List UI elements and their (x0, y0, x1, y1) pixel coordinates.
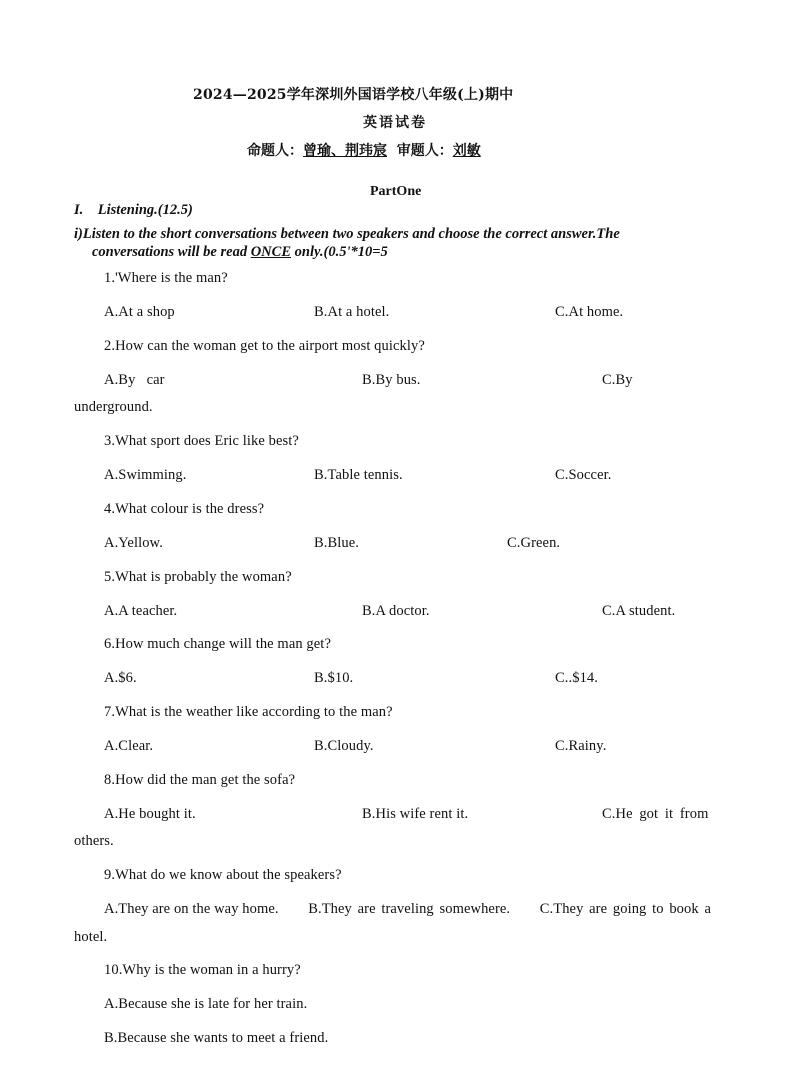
once-emphasis: ONCE (250, 244, 291, 260)
q6-option-a: A.$6. (104, 670, 137, 686)
instruction-line-1: i)Listen to the short conversations between two speakers and choose the correct answer.The (74, 226, 620, 242)
q7-option-b: B.Cloudy. (314, 738, 374, 754)
q8-option-c-wrap: others. (74, 833, 114, 849)
question-7: 7.What is the weather like according to the man? (104, 704, 393, 720)
q3-option-a: A.Swimming. (104, 467, 187, 483)
question-6: 6.How much change will the man get? (104, 636, 331, 652)
instruction-line-2: conversations will be read ONCE only.(0.5'*10=5 (92, 244, 388, 260)
question-4: 4.What colour is the dress? (104, 501, 265, 517)
section-heading (74, 202, 193, 219)
q6-option-c: C..$14. (555, 670, 598, 686)
reviewer-label: 审题人： (396, 143, 453, 159)
q9-options-line (104, 901, 711, 918)
q10-option-a: A.Because she is late for her train. (104, 996, 308, 1012)
q5-option-c: C.A student. (602, 603, 676, 619)
q6-option-b: B.$10. (314, 670, 354, 686)
authors-line (247, 140, 481, 160)
q3-option-c: C.Soccer. (555, 467, 612, 483)
question-1: 1.'Where is the man? (104, 270, 228, 286)
q8-option-a: A.He bought it. (104, 806, 196, 822)
q2-option-a: A.By car (104, 372, 165, 388)
q7-option-c: C.Rainy. (555, 738, 607, 754)
exam-subtitle: 英语试卷 (363, 115, 427, 131)
q1-option-a: A.At a shop (104, 304, 175, 320)
q9-option-a: A.They are on the way home. (104, 901, 279, 917)
q2-option-c: C.By (602, 372, 633, 388)
q7-option-a: A.Clear. (104, 738, 154, 754)
q8-option-c: C.He got it from (602, 806, 709, 822)
q1-option-c: C.At home. (555, 304, 624, 320)
q9-option-c-wrap: hotel. (74, 929, 108, 945)
reviewer: 刘敏 (452, 143, 481, 159)
section-number: I. (74, 202, 84, 218)
q10-option-b: B.Because she wants to meet a friend. (104, 1030, 329, 1046)
q4-option-b: B.Blue. (314, 535, 360, 551)
q9-option-b: B.They are traveling somewhere. (308, 901, 511, 917)
q4-option-a: A.Yellow. (104, 535, 163, 551)
q1-option-b: B.At a hotel. (314, 304, 390, 320)
q5-option-a: A.A teacher. (104, 603, 178, 619)
setters: 曾瑜、荆玮宸 (303, 143, 387, 159)
q2-option-c-wrap: underground. (74, 399, 153, 415)
q2-option-b: B.By bus. (362, 372, 421, 388)
question-8: 8.How did the man get the sofa? (104, 772, 296, 788)
q8-option-b: B.His wife rent it. (362, 806, 469, 822)
q3-option-b: B.Table tennis. (314, 467, 403, 483)
q5-option-b: B.A doctor. (362, 603, 430, 619)
part-heading: PartOne (370, 184, 422, 199)
question-9: 9.What do we know about the speakers? (104, 867, 342, 883)
question-2: 2.How can the woman get to the airport most quickly? (104, 338, 425, 354)
question-10: 10.Why is the woman in a hurry? (104, 962, 301, 978)
question-5: 5.What is probably the woman? (104, 569, 292, 585)
setter-label: 命题人： (247, 143, 303, 159)
exam-title: 2024—2025学年深圳外国语学校八年级(上)期中 (193, 87, 514, 103)
q4-option-c: C.Green. (507, 535, 561, 551)
section-title: Listening.(12.5) (97, 202, 193, 218)
q9-option-c: C.They are going to book a (539, 901, 711, 917)
question-3: 3.What sport does Eric like best? (104, 433, 299, 449)
